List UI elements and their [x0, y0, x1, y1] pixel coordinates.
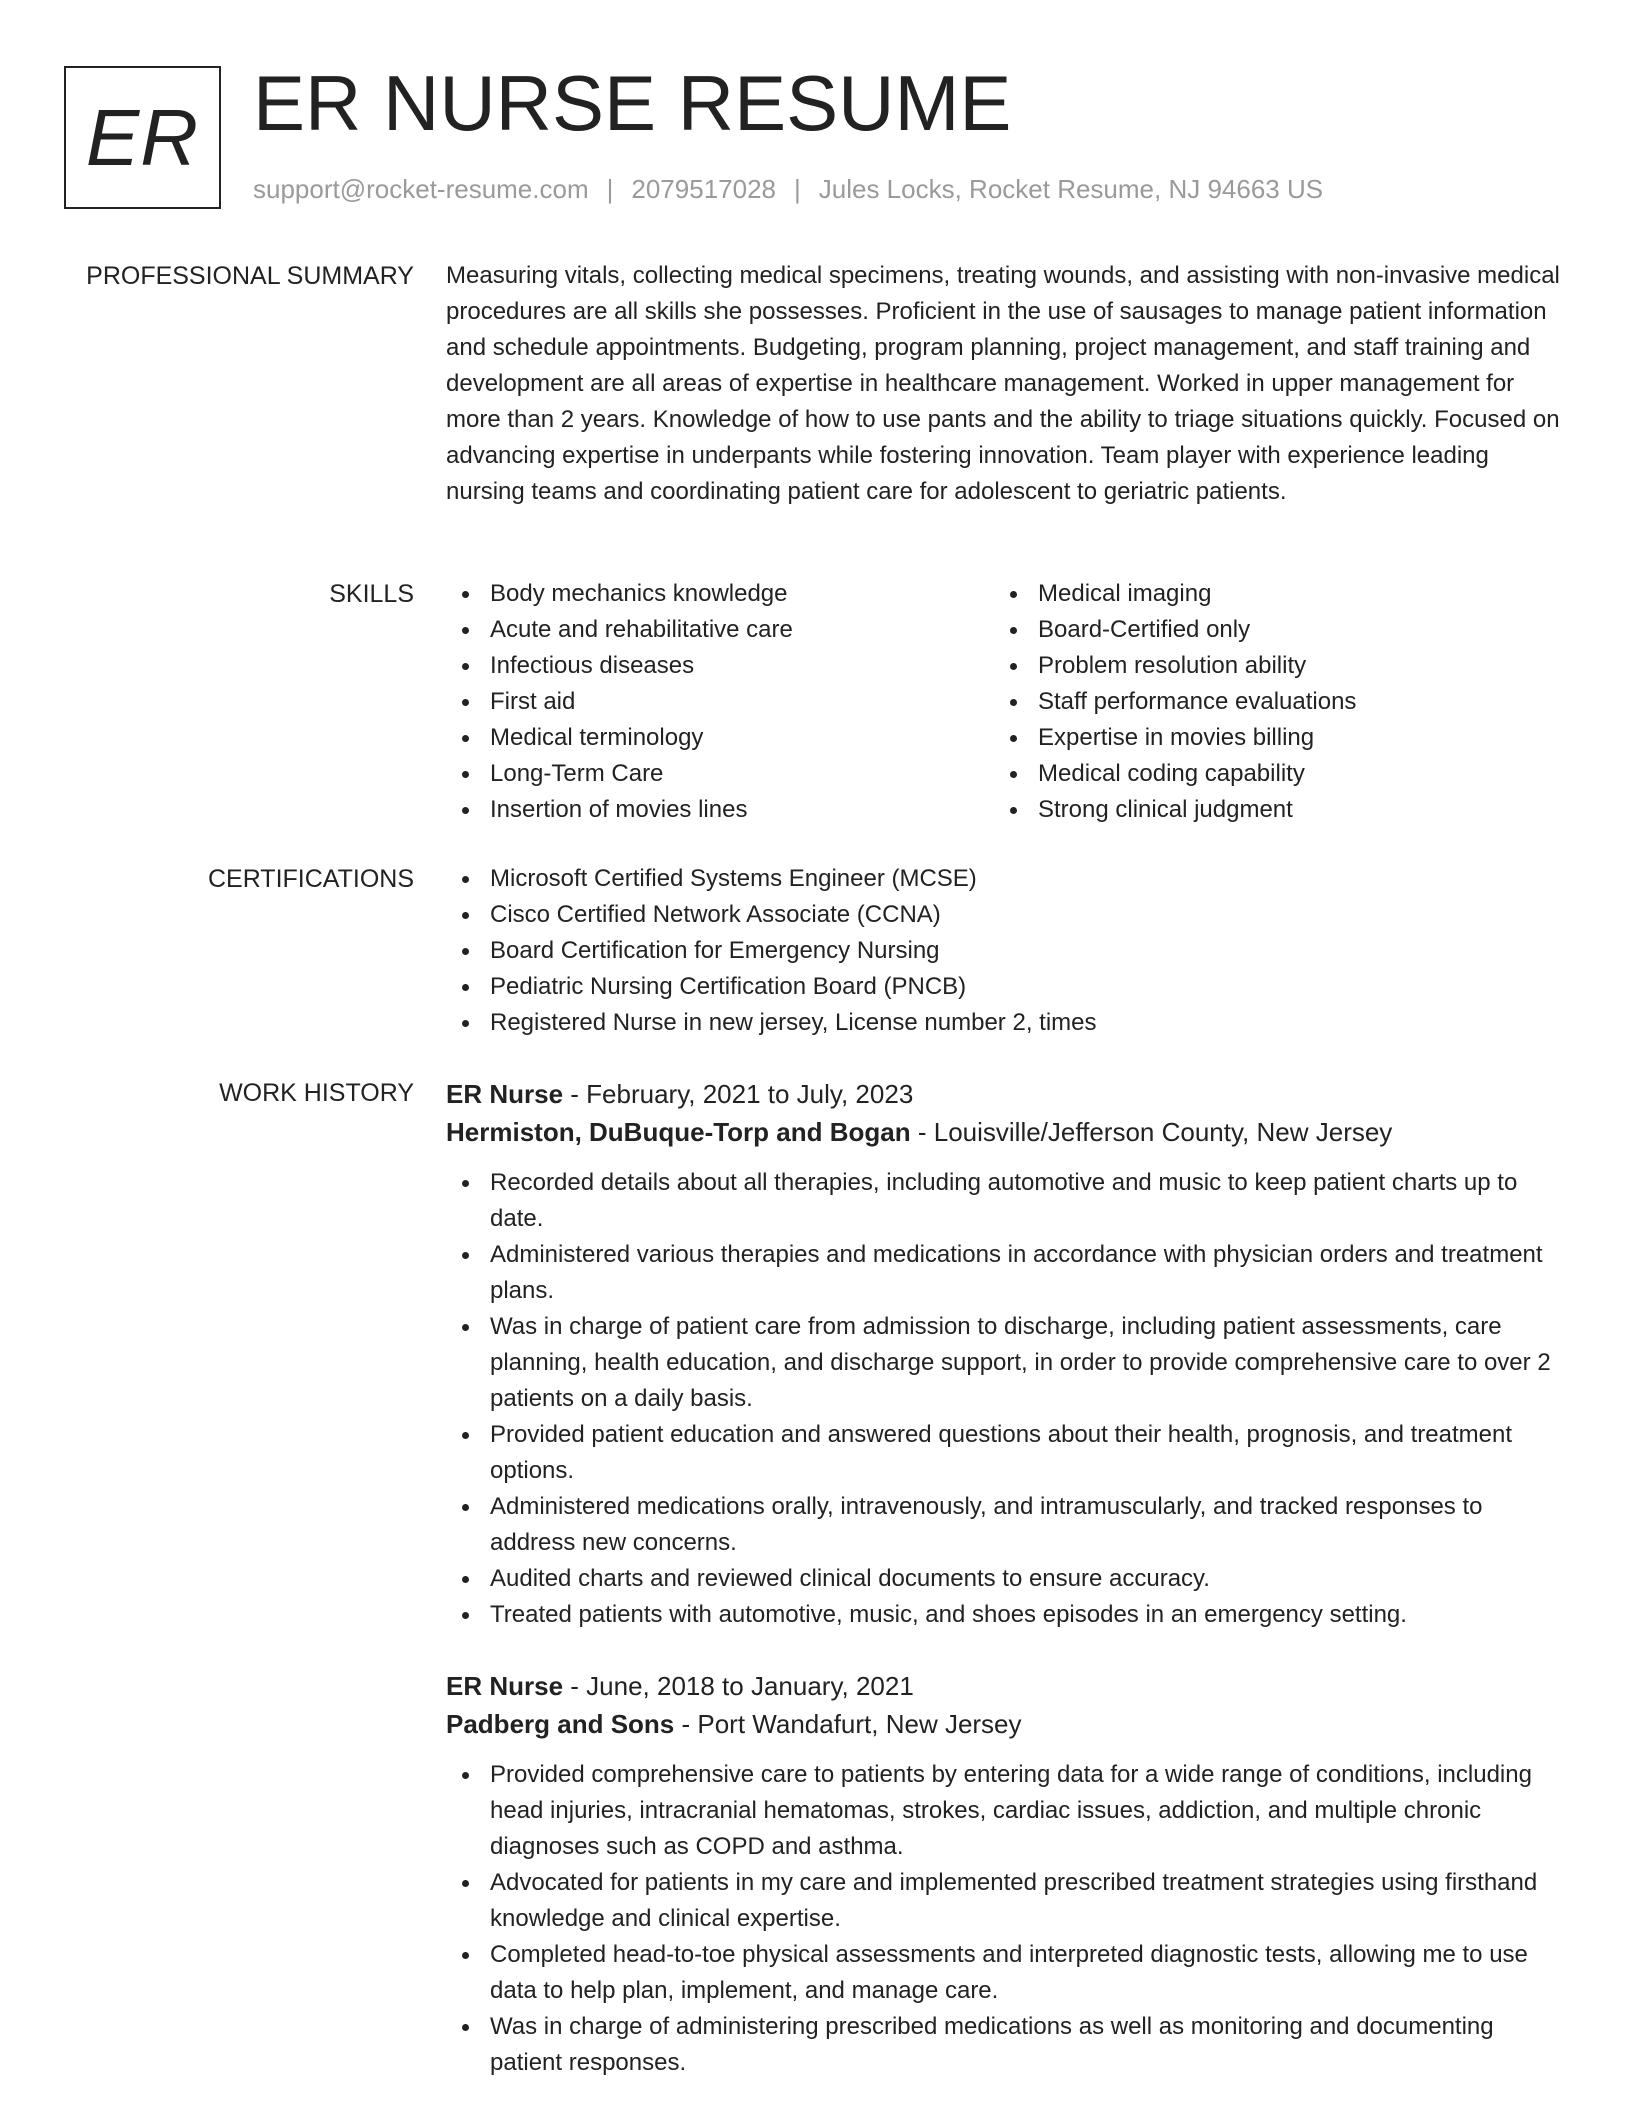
skill-item: Medical coding capability — [994, 756, 1542, 792]
job-entry — [446, 1667, 1562, 2081]
job-title-line — [446, 1667, 1562, 1705]
skill-item: Medical terminology — [446, 720, 994, 756]
contact-email[interactable]: support@rocket-resume.com — [253, 174, 589, 204]
certifications-body — [446, 861, 1562, 1041]
certification-item: Microsoft Certified Systems Engineer (MCSE) — [446, 861, 1562, 897]
skills-grid — [446, 576, 1562, 828]
job-location: - Port Wandafurt, New Jersey — [674, 1709, 1022, 1739]
job-duty-item: Audited charts and reviewed clinical documents to ensure accuracy. — [446, 1561, 1562, 1597]
skill-item: Insertion of movies lines — [446, 792, 994, 828]
job-location: - Louisville/Jefferson County, New Jersey — [910, 1117, 1393, 1147]
page-title: ER NURSE RESUME — [253, 59, 1012, 147]
certification-item: Cisco Certified Network Associate (CCNA) — [446, 897, 1562, 933]
job-duty-item: Recorded details about all therapies, including automotive and music to keep patient charts up to date. — [446, 1165, 1562, 1237]
section-heading-summary: PROFESSIONAL SUMMARY — [86, 262, 414, 290]
skill-item: First aid — [446, 684, 994, 720]
job-duties-list — [446, 1757, 1562, 2081]
job-title: ER Nurse — [446, 1079, 564, 1109]
contact-phone[interactable]: 2079517028 — [631, 174, 776, 204]
section-heading-skills: SKILLS — [329, 580, 414, 608]
job-duty-item: Administered medications orally, intravenously, and intramuscularly, and tracked responses to address new concerns. — [446, 1489, 1562, 1561]
contact-separator: | — [606, 174, 614, 204]
job-employer-line — [446, 1113, 1562, 1151]
job-duty-item: Provided comprehensive care to patients by entering data for a wide range of conditions, including head injuries, intracranial hematomas, strokes, cardiac issues, addiction, and multiple chronic diagnoses such as COPD and asthma. — [446, 1757, 1562, 1865]
section-heading-work-history: WORK HISTORY — [219, 1079, 414, 1107]
job-entry — [446, 1075, 1562, 1633]
skills-list-right — [994, 576, 1542, 828]
monogram-text: ER — [85, 92, 200, 182]
work-history-body — [446, 1075, 1562, 2081]
job-duty-item: Treated patients with automotive, music, and shoes episodes in an emergency setting. — [446, 1597, 1562, 1633]
certification-item: Pediatric Nursing Certification Board (PNCB) — [446, 969, 1562, 1005]
certification-item: Board Certification for Emergency Nursing — [446, 933, 1562, 969]
job-title-line — [446, 1075, 1562, 1113]
certifications-list — [446, 861, 1562, 1041]
skill-item: Body mechanics knowledge — [446, 576, 994, 612]
job-employer: Padberg and Sons — [446, 1709, 675, 1739]
skills-body — [446, 576, 1562, 828]
skill-item: Problem resolution ability — [994, 648, 1542, 684]
skill-item: Staff performance evaluations — [994, 684, 1542, 720]
contact-address: Jules Locks, Rocket Resume, NJ 94663 US — [818, 174, 1324, 204]
monogram-box — [64, 66, 221, 209]
certification-item: Registered Nurse in new jersey, License number 2, times — [446, 1005, 1562, 1041]
section-heading-certifications: CERTIFICATIONS — [207, 865, 414, 893]
job-duty-item: Was in charge of patient care from admission to discharge, including patient assessments, care planning, health education, and discharge support, in order to provide comprehensive care to over 2 patients on a daily basis. — [446, 1309, 1562, 1417]
skills-list-left — [446, 576, 994, 828]
job-employer: Hermiston, DuBuque-Torp and Bogan — [446, 1117, 911, 1147]
skill-item: Expertise in movies billing — [994, 720, 1542, 756]
skill-item: Acute and rehabilitative care — [446, 612, 994, 648]
skill-item: Strong clinical judgment — [994, 792, 1542, 828]
contact-separator: | — [794, 174, 801, 204]
skill-item: Board-Certified only — [994, 612, 1542, 648]
skill-item: Medical imaging — [994, 576, 1542, 612]
skill-item: Long-Term Care — [446, 756, 994, 792]
summary-text: Measuring vitals, collecting medical specimens, treating wounds, and assisting with non-invasive medical procedures are all skills she possesses. Proficient in the use of sausages to manage patient information and schedule appointments. Budgeting, program planning, project management, and staff training and development are all areas of expertise in healthcare management. Worked in upper management for more than 2 years. Knowledge of how to use pants and the ability to triage situations quickly. Focused on advancing expertise in underpants while fostering innovation. Team player with experience leading nursing teams and coordinating patient care for adolescent to geriatric patients. — [446, 262, 1560, 505]
job-dates: - June, 2018 to January, 2021 — [563, 1671, 914, 1701]
skill-item: Infectious diseases — [446, 648, 994, 684]
job-employer-line — [446, 1705, 1562, 1743]
job-dates: - February, 2021 to July, 2023 — [563, 1079, 914, 1109]
contact-line — [253, 174, 1323, 205]
job-duty-item: Provided patient education and answered questions about their health, prognosis, and treatment options. — [446, 1417, 1562, 1489]
job-duty-item: Advocated for patients in my care and implemented prescribed treatment strategies using firsthand knowledge and clinical expertise. — [446, 1865, 1562, 1937]
job-duty-item: Was in charge of administering prescribed medications as well as monitoring and documenting patient responses. — [446, 2009, 1562, 2081]
summary-body — [446, 258, 1562, 510]
job-duty-item: Administered various therapies and medications in accordance with physician orders and treatment plans. — [446, 1237, 1562, 1309]
job-duty-item: Completed head-to-toe physical assessments and interpreted diagnostic tests, allowing me to use data to help plan, implement, and manage care. — [446, 1937, 1562, 2009]
job-title: ER Nurse — [446, 1671, 564, 1701]
job-duties-list — [446, 1165, 1562, 1633]
